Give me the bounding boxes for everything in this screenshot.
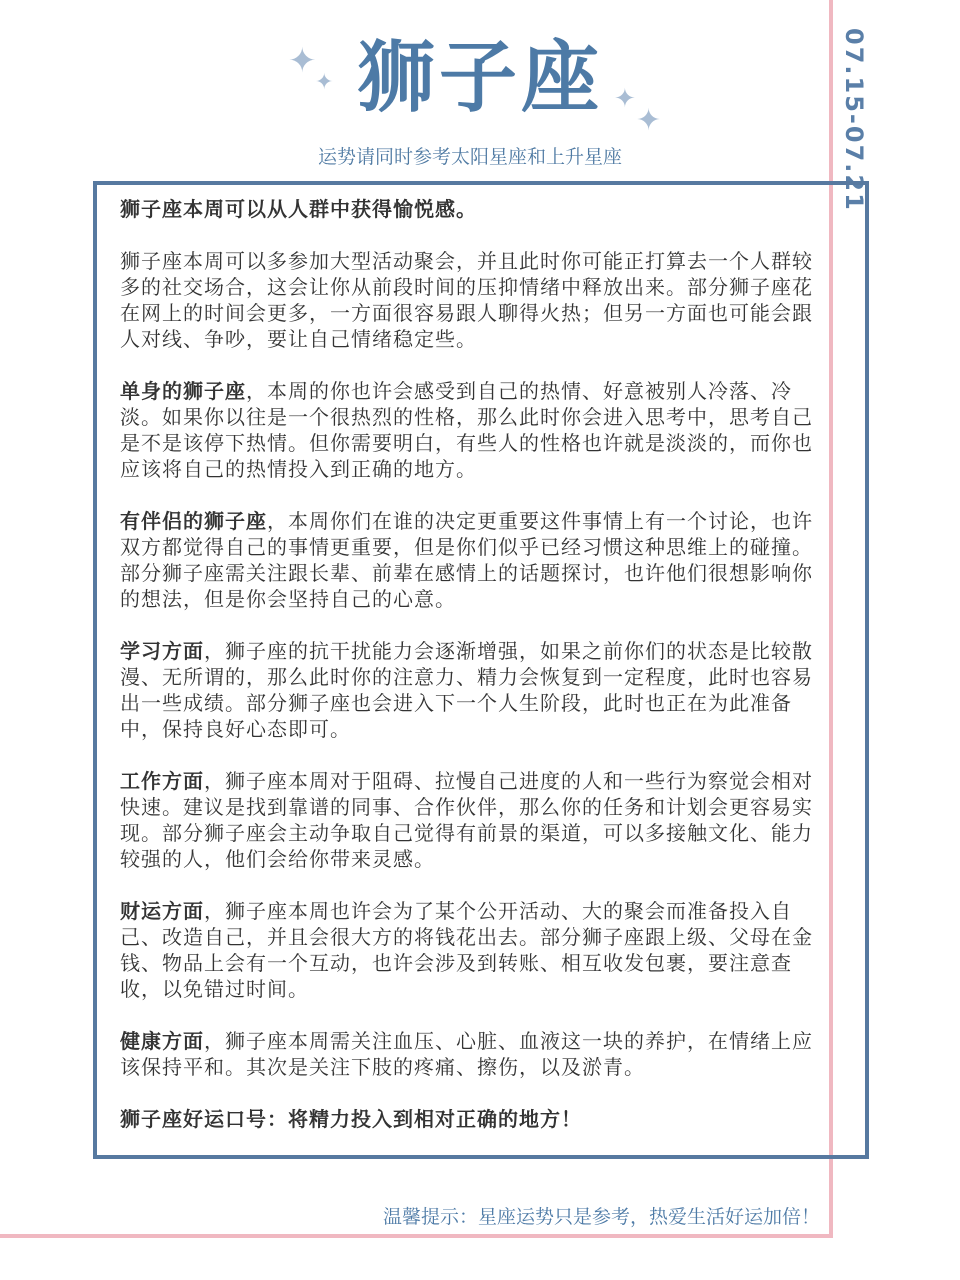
paragraph-health [120, 1028, 820, 1080]
sparkle-icon: ✦ [288, 41, 317, 81]
health-label: 健康方面 [120, 1029, 204, 1053]
sparkle-icon: ✦ [614, 84, 636, 114]
paragraph-study [120, 638, 820, 742]
single-text: ，本周的你也许会感受到自己的热情、好意被别人冷落、冷淡。如果你以往是一个很热烈的性格，那么此时你会进入思考中，思考自己是不是该停下热情。但你需要明白，有些人的性格也许就是淡淡的，而你也应该将自己的热情投入到正确的地方。 [120, 379, 813, 481]
page-title: 狮子座 [356, 33, 603, 123]
paragraph-work [120, 768, 820, 872]
intro-line: 狮子座本周可以从人群中获得愉悦感。 [120, 197, 477, 221]
wealth-label: 财运方面 [120, 899, 204, 923]
study-label: 学习方面 [120, 639, 204, 663]
partner-text: ，本周你们在谁的决定更重要这件事情上有一个讨论，也许双方都觉得自己的事情更重要，但是你们似乎已经习惯这种思维上的碰撞。部分狮子座需关注跟长辈、前辈在感情上的话题探讨，也许他们很想影响你的想法，但是你会坚持自己的心意。 [120, 509, 813, 611]
paragraph-general: 狮子座本周可以多参加大型活动聚会，并且此时你可能正打算去一个人群较多的社交场合，这会让你从前段时间的压抑情绪中释放出来。部分狮子座花在网上的时间会更多，一方面很容易跟人聊得火热；但另一方面也可能会跟人对线、争吵，要让自己情绪稳定些。 [120, 249, 813, 351]
subtitle: 运势请同时参考太阳星座和上升星座 [317, 146, 622, 168]
sparkle-icon: ✦ [315, 70, 334, 95]
pink-horizontal-line [0, 1234, 833, 1238]
health-text: ，狮子座本周需关注血压、心脏、血液这一块的养护，在情绪上应该保持平和。其次是关注下肢的疼痛、擦伤，以及淤青。 [120, 1029, 813, 1079]
work-text: ，狮子座本周对于阻碍、拉慢自己进度的人和一些行为察觉会相对快速。建议是找到靠谱的同事、合作伙伴，那么你的任务和计划会更容易实现。部分狮子座会主动争取自己觉得有前景的渠道，可以多接触文化、能力较强的人，他们会给你带来灵感。 [120, 769, 813, 871]
study-text: ，狮子座的抗干扰能力会逐渐增强，如果之前你们的状态是比较散漫、无所谓的，那么此时你的注意力、精力会恢复到一定程度，此时也容易出一些成绩。部分狮子座也会进入下一个人生阶段，此时也正在为此准备中，保持良好心态即可。 [120, 639, 813, 741]
paragraph-wealth [120, 898, 820, 1002]
single-label: 单身的狮子座 [120, 379, 246, 403]
date-range: 07.15-07.21 [840, 28, 868, 212]
horoscope-content [120, 196, 820, 1158]
sparkle-icon: ✦ [636, 103, 662, 138]
paragraph-single [120, 378, 820, 482]
partner-label: 有伴侣的狮子座 [120, 509, 267, 533]
slogan: 狮子座好运口号：将精力投入到相对正确的地方！ [120, 1107, 582, 1131]
footer-tip: 温馨提示：星座运势只是参考，热爱生活好运加倍！ [382, 1206, 820, 1228]
wealth-text: ，狮子座本周也许会为了某个公开活动、大的聚会而准备投入自己、改造自己，并且会很大方的将钱花出去。部分狮子座跟上级、父母在金钱、物品上会有一个互动，也许会涉及到转账、相互收发包裹，要注意查收，以免错过时间。 [120, 899, 813, 1001]
paragraph-partner [120, 508, 820, 612]
work-label: 工作方面 [120, 769, 204, 793]
